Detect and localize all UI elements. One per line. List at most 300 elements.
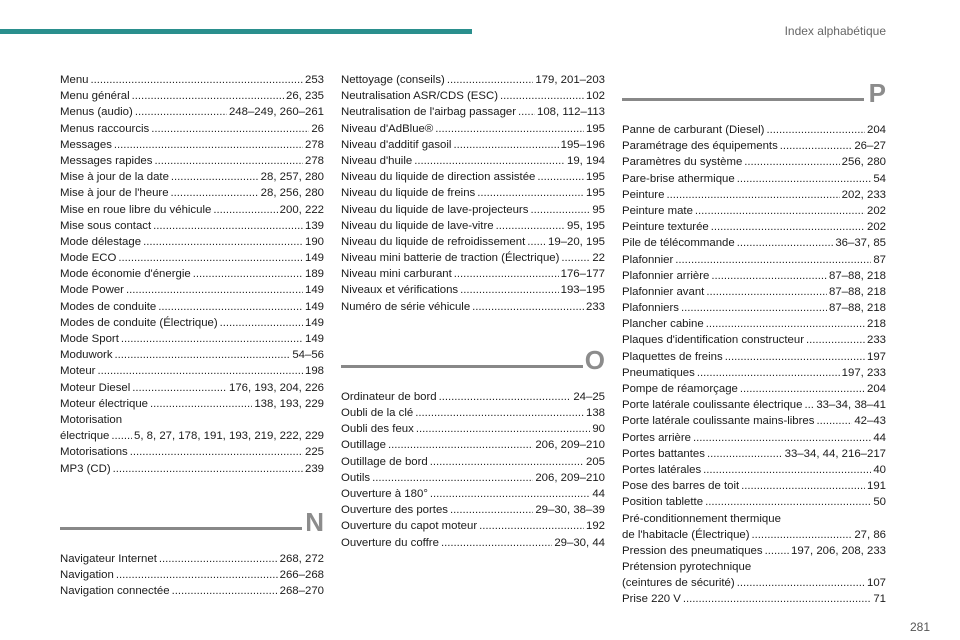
index-entry-label: Motorisations — [60, 446, 128, 459]
dot-leader — [705, 494, 871, 510]
index-entry-pages[interactable]: 190 — [304, 235, 324, 248]
index-entry-label: Modes de conduite — [60, 300, 157, 313]
index-entry-pages[interactable]: 42–43 — [854, 415, 886, 428]
index-entry-label: Porte latérale coulissante électrique — [622, 399, 803, 412]
index-entry-pages[interactable]: 202 — [866, 204, 886, 217]
index-entry-label: Neutralisation de l'airbag passager — [341, 106, 517, 119]
index-entry[interactable] — [622, 413, 886, 429]
index-entry-pages[interactable]: 189 — [304, 268, 324, 281]
index-entry-pages[interactable]: 248–249, 260–261 — [228, 106, 324, 119]
dot-leader — [135, 104, 227, 120]
index-entry-pages[interactable]: 195 — [585, 187, 605, 200]
index-entry-label: Paramétrage des équipements — [622, 140, 778, 153]
dot-leader — [683, 591, 871, 607]
section-letter: P — [868, 78, 886, 108]
dot-leader — [500, 88, 584, 104]
index-entry[interactable] — [341, 234, 605, 250]
dot-leader — [780, 138, 853, 154]
index-entry[interactable] — [341, 389, 605, 405]
dot-leader — [153, 218, 303, 234]
dot-leader — [430, 454, 584, 470]
index-entry[interactable] — [622, 187, 886, 203]
dot-leader — [675, 252, 871, 268]
index-entry-pages[interactable]: 149 — [304, 333, 324, 345]
index-entry[interactable] — [622, 446, 886, 462]
index-entry-pages[interactable]: 27, 86 — [854, 528, 886, 541]
index-entry-pages[interactable]: 195 — [585, 171, 605, 184]
dot-leader — [118, 250, 303, 266]
index-entry-label: Prétension pyrotechnique — [622, 561, 752, 574]
dot-leader — [737, 235, 834, 251]
index-entry-label: Peinture — [622, 188, 665, 201]
index-entry[interactable] — [622, 397, 886, 413]
index-entry[interactable] — [341, 437, 605, 453]
index-entry-pages[interactable]: 176–177 — [560, 268, 605, 281]
index-entry-pages[interactable]: 204 — [866, 383, 886, 395]
dot-leader — [740, 381, 865, 397]
index-entry-pages[interactable]: 87–88, 218 — [828, 269, 886, 282]
index-entry[interactable] — [622, 511, 886, 527]
index-entry-pages[interactable]: 233 — [585, 300, 605, 313]
dot-leader — [744, 154, 839, 170]
dot-leader — [806, 332, 865, 348]
index-entry-pages[interactable]: 218 — [866, 318, 886, 331]
index-entry-pages[interactable]: 26 — [311, 122, 324, 135]
dot-leader — [151, 121, 309, 137]
index-entry-label: Ouverture du capot moteur — [341, 520, 478, 533]
index-entry-pages[interactable]: 44 — [873, 431, 886, 444]
index-entry[interactable] — [341, 137, 605, 153]
index-entry-pages[interactable]: 225 — [304, 446, 324, 459]
index-entry-label: Niveau d'additif gasoil — [341, 138, 452, 151]
index-entry[interactable] — [60, 583, 324, 599]
dot-leader — [725, 349, 865, 365]
index-entry-pages[interactable]: 205 — [585, 455, 605, 468]
dot-leader — [706, 316, 865, 332]
index-entry[interactable] — [341, 72, 605, 88]
index-entry[interactable] — [622, 494, 886, 510]
dot-leader — [496, 218, 565, 234]
index-entry[interactable] — [622, 252, 886, 268]
index-entry[interactable] — [60, 444, 324, 460]
dot-leader — [159, 551, 278, 567]
index-entry-label: Navigation — [60, 568, 114, 581]
index-entry[interactable] — [60, 137, 324, 153]
index-entry-label: Niveaux et vérifications — [341, 284, 459, 297]
dot-leader — [372, 470, 533, 486]
index-entry-pages[interactable]: 33–34, 44, 216–217 — [784, 447, 886, 460]
dot-leader — [213, 202, 277, 218]
dot-leader — [765, 543, 789, 559]
section-heading-p — [622, 72, 886, 116]
index-entry[interactable] — [60, 315, 324, 331]
index-entry-pages[interactable]: 191 — [866, 480, 886, 493]
index-entry-label: Mode Power — [60, 284, 124, 297]
dot-leader — [766, 122, 865, 138]
dot-leader — [97, 363, 303, 379]
index-entry[interactable] — [622, 284, 886, 300]
index-entry-label: Portes battantes — [622, 447, 705, 460]
index-entry[interactable] — [60, 234, 324, 250]
dot-leader — [143, 234, 303, 250]
index-entry[interactable] — [622, 316, 886, 332]
index-entry[interactable] — [60, 282, 324, 298]
index-entry-pages[interactable]: 19–20, 195 — [547, 235, 605, 248]
index-entry[interactable] — [622, 122, 886, 138]
index-entry-label: Mode Sport — [60, 333, 119, 345]
dot-leader — [116, 567, 278, 583]
index-entry-label: Mise à jour de l'heure — [60, 187, 169, 200]
index-entry-pages[interactable]: 197, 233 — [841, 366, 886, 379]
index-entry-label: Menus (audio) — [60, 106, 133, 119]
index-entry-label: Mise sous contact — [60, 219, 152, 232]
index-entry-label: de l'habitacle (Électrique) — [622, 528, 750, 541]
index-entry-pages[interactable]: 206, 209–210 — [535, 471, 605, 484]
index-entry-pages[interactable]: 256, 280 — [841, 156, 886, 169]
index-entry[interactable] — [622, 235, 886, 251]
index-entry-pages[interactable]: 87–88, 218 — [828, 302, 886, 315]
dot-leader — [388, 437, 533, 453]
dot-leader — [126, 282, 303, 298]
index-entry-pages[interactable]: 233 — [866, 334, 886, 347]
dot-leader — [453, 137, 558, 153]
index-entry[interactable] — [341, 202, 605, 218]
index-entry-pages[interactable]: 192 — [585, 520, 605, 533]
dot-leader — [130, 444, 303, 460]
index-entry-pages[interactable]: 29–30, 44 — [554, 536, 605, 549]
index-entry-pages[interactable]: 200, 222 — [279, 203, 324, 216]
index-entry-label: Moteur Diesel — [60, 381, 131, 394]
index-entry[interactable] — [341, 421, 605, 437]
index-entry-label: Moteur — [60, 365, 96, 378]
index-entry-label: Menus raccourcis — [60, 122, 150, 135]
index-entry[interactable] — [60, 153, 324, 169]
dot-leader — [537, 169, 584, 185]
dot-leader — [132, 380, 227, 396]
index-entry[interactable] — [622, 332, 886, 348]
index-entry-pages[interactable]: 95, 195 — [566, 219, 605, 232]
index-entry-label: Niveau du liquide de freins — [341, 187, 476, 200]
index-entry[interactable] — [341, 502, 605, 518]
dot-leader — [695, 203, 865, 219]
section-letter: N — [305, 506, 324, 537]
header-accent-bar — [0, 29, 472, 34]
index-entry[interactable] — [341, 454, 605, 470]
index-entry-label: Plafonnier — [622, 253, 674, 266]
index-entry-label: Portes latérales — [622, 463, 702, 476]
index-entry-pages[interactable]: 149 — [304, 316, 324, 329]
index-entry-label: Plaques d'identification constructeur — [622, 334, 804, 347]
index-entry-pages[interactable]: 87–88, 218 — [828, 285, 886, 298]
index-column-3 — [622, 72, 886, 608]
dot-leader — [697, 365, 840, 381]
index-entry-pages[interactable]: 176, 193, 204, 226 — [228, 381, 324, 394]
dot-leader — [115, 347, 291, 363]
index-entry[interactable] — [341, 250, 605, 266]
index-entry-label: Niveau mini batterie de traction (Électrique) — [341, 252, 560, 265]
dot-leader — [711, 219, 865, 235]
index-entry-label: Moduwork — [60, 349, 113, 362]
dot-leader — [479, 518, 584, 534]
section-divider — [622, 98, 864, 101]
index-entry[interactable] — [622, 138, 886, 154]
index-entry[interactable] — [622, 203, 886, 219]
index-entry-pages[interactable]: 202 — [866, 221, 886, 234]
index-entry[interactable] — [60, 428, 324, 444]
index-entry-pages[interactable]: 278 — [304, 138, 324, 151]
index-entry-pages[interactable]: 5, 8, 27, 178, 191, 193, 219, 222, 229 — [133, 430, 324, 443]
index-entry-label: Pile de télécommande — [622, 237, 735, 250]
dot-leader — [158, 299, 303, 315]
index-entry-label: MP3 (CD) — [60, 462, 111, 475]
dot-leader — [666, 187, 839, 203]
index-entry-label: Neutralisation ASR/CDS (ESC) — [341, 90, 498, 103]
index-entry-pages[interactable]: 268, 272 — [279, 552, 324, 565]
index-entry-pages[interactable]: 71 — [873, 593, 886, 606]
index-entry-pages[interactable]: 24–25 — [573, 390, 605, 403]
dot-leader — [414, 153, 565, 169]
index-entry-label: Mise à jour de la date — [60, 171, 169, 184]
index-entry-pages[interactable]: 44 — [592, 487, 605, 500]
index-entry-label: Outillage — [341, 439, 386, 452]
index-entry-label: Messages — [60, 138, 112, 151]
index-entry-pages[interactable]: 195–196 — [560, 138, 605, 151]
index-entry[interactable] — [60, 185, 324, 201]
dot-leader — [447, 72, 533, 88]
dot-leader — [741, 478, 865, 494]
index-entry[interactable] — [60, 299, 324, 315]
index-entry[interactable] — [341, 266, 605, 282]
index-entry[interactable] — [60, 218, 324, 234]
index-entry-label: Porte latérale coulissante mains-libres — [622, 415, 815, 428]
index-entry[interactable] — [622, 430, 886, 446]
index-entry-pages[interactable]: 149 — [304, 300, 324, 313]
dot-leader — [154, 153, 303, 169]
index-entry[interactable] — [60, 412, 324, 428]
index-entry-label: Menu — [60, 74, 89, 86]
index-entry-label: Pompe de réamorçage — [622, 383, 738, 395]
index-entry-label: Plafonnier avant — [622, 285, 705, 298]
dot-leader — [439, 389, 572, 405]
index-entry[interactable] — [622, 462, 886, 478]
index-entry[interactable] — [622, 365, 886, 381]
index-entry-label: Position tablette — [622, 496, 704, 509]
dot-leader — [693, 430, 871, 446]
index-entry-label: Mode économie d'énergie — [60, 268, 191, 281]
index-entry-pages[interactable]: 266–268 — [279, 568, 324, 581]
dot-leader — [454, 266, 559, 282]
index-entry[interactable] — [60, 88, 324, 104]
dot-leader — [752, 527, 853, 543]
index-entry-pages[interactable]: 198 — [304, 365, 324, 378]
index-entry[interactable] — [622, 219, 886, 235]
index-entry[interactable] — [341, 88, 605, 104]
index-entry-label: Prise 220 V — [622, 593, 681, 606]
dot-leader — [561, 250, 590, 266]
dot-leader — [171, 169, 259, 185]
dot-leader — [121, 331, 303, 347]
index-entry-label: Pneumatiques — [622, 366, 695, 379]
index-entry-pages[interactable]: 107 — [866, 577, 886, 590]
index-entry-pages[interactable]: 90 — [592, 423, 605, 436]
index-entry-pages[interactable]: 26–27 — [854, 140, 886, 153]
index-entry-pages[interactable]: 197 — [866, 350, 886, 363]
dot-leader — [518, 104, 535, 120]
index-entry-pages[interactable]: 33–34, 38–41 — [816, 399, 886, 412]
index-entry[interactable] — [341, 299, 605, 315]
index-entry[interactable] — [60, 202, 324, 218]
index-entry-pages[interactable]: 195 — [585, 122, 605, 135]
index-entry-pages[interactable]: 36–37, 85 — [835, 237, 886, 250]
index-entry[interactable] — [341, 282, 605, 298]
index-entry-label: Ouverture des portes — [341, 504, 448, 517]
index-entry[interactable] — [341, 470, 605, 486]
index-entry-pages[interactable]: 138 — [585, 407, 605, 419]
index-entry-label: Nettoyage (conseils) — [341, 74, 445, 86]
index-entry-label: Niveau d'AdBlue® — [341, 122, 434, 135]
dot-leader — [430, 486, 590, 502]
dot-leader — [132, 88, 284, 104]
dot-leader — [150, 396, 252, 412]
index-entry-pages[interactable]: 206, 209–210 — [535, 439, 605, 452]
section-divider — [341, 365, 583, 368]
index-entry-pages[interactable]: 87 — [873, 253, 886, 266]
index-entry[interactable] — [60, 461, 324, 477]
index-entry[interactable] — [60, 363, 324, 379]
index-entry-pages[interactable]: 278 — [304, 154, 324, 167]
index-entry-label: Modes de conduite (Électrique) — [60, 316, 218, 329]
dot-leader — [113, 461, 303, 477]
index-entry[interactable] — [341, 153, 605, 169]
page-header-title: Index alphabétique — [784, 24, 886, 38]
index-entry-pages[interactable]: 204 — [866, 124, 886, 136]
index-entry[interactable] — [341, 121, 605, 137]
index-entry-label: Navigateur Internet — [60, 552, 157, 565]
index-entry[interactable] — [60, 104, 324, 120]
index-entry-label: Portes arrière — [622, 431, 692, 444]
index-entry[interactable] — [622, 171, 886, 187]
index-entry-pages[interactable]: 54 — [873, 172, 886, 185]
index-entry[interactable] — [341, 518, 605, 534]
index-entry-pages[interactable]: 202, 233 — [841, 188, 886, 201]
index-entry[interactable] — [60, 331, 324, 347]
section-heading-n — [60, 501, 324, 545]
index-entry-label: Outils — [341, 471, 371, 484]
index-entry-pages[interactable]: 19, 194 — [566, 154, 605, 167]
index-entry[interactable] — [341, 185, 605, 201]
dot-leader — [737, 171, 872, 187]
index-entry-label: Motorisation — [60, 413, 123, 426]
index-entry[interactable] — [60, 169, 324, 185]
index-entry[interactable] — [622, 349, 886, 365]
index-entry-label: Pression des pneumatiques — [622, 544, 763, 557]
index-entry-pages[interactable]: 28, 257, 280 — [260, 171, 324, 184]
index-entry-pages[interactable]: 149 — [304, 252, 324, 265]
index-entry-pages[interactable]: 40 — [873, 463, 886, 476]
index-entry-pages[interactable]: 268–270 — [279, 585, 324, 598]
index-entry-pages[interactable]: 50 — [873, 496, 886, 509]
index-entry[interactable] — [60, 380, 324, 396]
index-entry-pages[interactable]: 29–30, 38–39 — [535, 504, 605, 517]
index-entry[interactable] — [341, 104, 605, 120]
index-entry-label: Panne de carburant (Diesel) — [622, 124, 765, 136]
index-entry-pages[interactable]: 193–195 — [560, 284, 605, 297]
index-entry-pages[interactable]: 108, 112–113 — [537, 106, 605, 119]
index-entry-label: Plafonniers — [622, 302, 679, 315]
dot-leader — [171, 185, 259, 201]
dot-leader — [172, 583, 278, 599]
index-entry[interactable] — [60, 72, 324, 88]
index-entry-pages[interactable]: 22 — [592, 252, 605, 265]
index-entry-pages[interactable]: 179, 201–203 — [535, 74, 605, 86]
index-entry-label: électrique — [60, 430, 110, 443]
index-entry[interactable] — [622, 591, 886, 607]
index-entry[interactable] — [622, 478, 886, 494]
section-divider — [60, 527, 302, 530]
index-entry[interactable] — [341, 218, 605, 234]
index-entry-label: (ceintures de sécurité) — [622, 577, 735, 590]
index-entry-pages[interactable]: 149 — [304, 284, 324, 297]
index-entry[interactable] — [622, 559, 886, 575]
index-entry-pages[interactable]: 95 — [592, 203, 605, 216]
index-entry-label: Plafonnier arrière — [622, 269, 710, 282]
index-entry[interactable] — [622, 575, 886, 591]
index-entry-pages[interactable]: 239 — [304, 462, 324, 475]
dot-leader — [91, 72, 303, 88]
index-entry-pages[interactable]: 26, 235 — [285, 90, 324, 103]
index-entry[interactable] — [60, 396, 324, 412]
index-entry[interactable] — [622, 543, 886, 559]
dot-leader — [707, 446, 783, 462]
index-entry[interactable] — [341, 535, 605, 551]
index-entry-pages[interactable]: 54–56 — [292, 349, 324, 362]
index-entry[interactable] — [60, 347, 324, 363]
dot-leader — [530, 202, 590, 218]
index-entry-pages[interactable]: 28, 256, 280 — [260, 187, 324, 200]
index-entry-label: Oubli de la clé — [341, 407, 414, 419]
index-entry-label: Ouverture à 180° — [341, 487, 428, 500]
index-entry[interactable] — [622, 268, 886, 284]
index-entry[interactable] — [622, 154, 886, 170]
index-entry-label: Plancher cabine — [622, 318, 704, 331]
index-entry-pages[interactable]: 197, 206, 208, 233 — [790, 544, 886, 557]
index-entry[interactable] — [60, 250, 324, 266]
index-entry-pages[interactable]: 138, 193, 229 — [254, 397, 324, 410]
index-entry[interactable] — [341, 169, 605, 185]
index-entry-label: Mode délestage — [60, 235, 142, 248]
index-entry-pages[interactable]: 253 — [304, 74, 324, 86]
index-entry[interactable] — [622, 527, 886, 543]
index-entry[interactable] — [60, 567, 324, 583]
dot-leader — [737, 575, 865, 591]
index-entry[interactable] — [622, 381, 886, 397]
index-entry-label: Mise en roue libre du véhicule — [60, 203, 212, 216]
index-entry-pages[interactable]: 102 — [585, 90, 605, 103]
index-entry-label: Numéro de série véhicule — [341, 300, 471, 313]
index-entry[interactable] — [341, 486, 605, 502]
index-entry-pages[interactable]: 139 — [304, 219, 324, 232]
index-entry[interactable] — [60, 121, 324, 137]
index-entry-label: Pose des barres de toit — [622, 480, 740, 493]
index-entry[interactable] — [60, 551, 324, 567]
index-entry-label: Peinture texturée — [622, 221, 709, 234]
index-entry[interactable] — [341, 405, 605, 421]
dot-leader — [193, 266, 303, 282]
index-entry[interactable] — [60, 266, 324, 282]
index-entry-label: Messages rapides — [60, 154, 153, 167]
index-entry-label: Niveau d'huile — [341, 154, 413, 167]
index-entry[interactable] — [622, 300, 886, 316]
